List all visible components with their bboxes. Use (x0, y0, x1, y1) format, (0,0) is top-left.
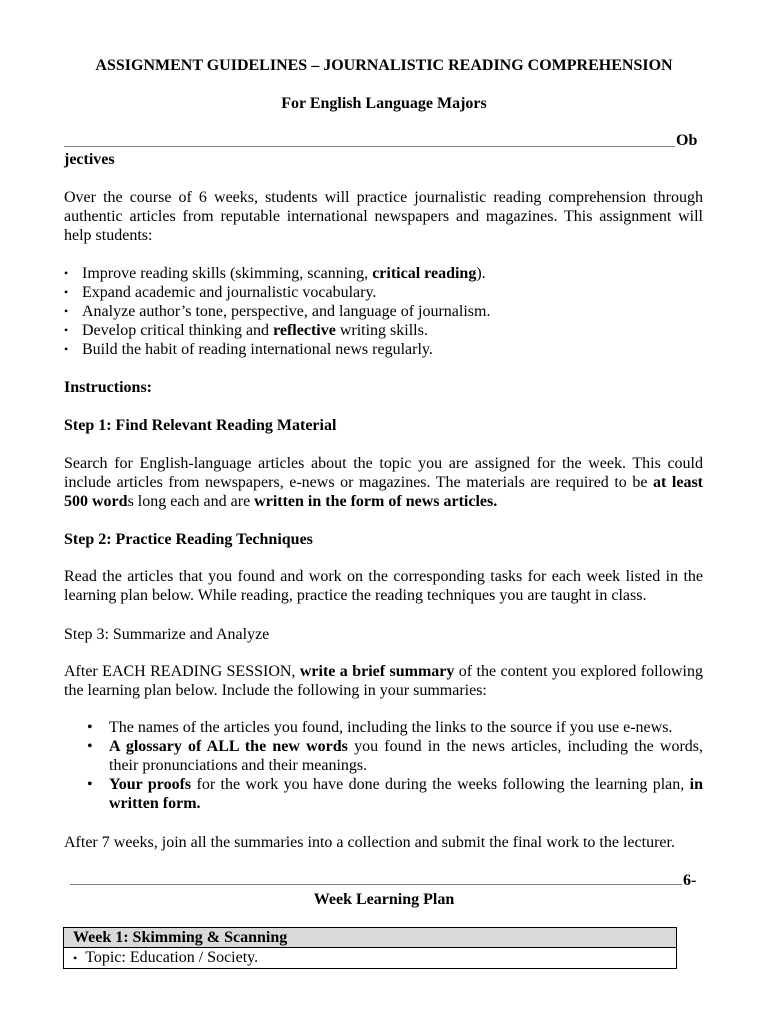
bullet-icon: • (73, 951, 78, 965)
step3-text: After EACH READING SESSION, write a brief summary of the content you explored following the learning plan below. Include the following in your summaries: (64, 663, 703, 699)
bullet-icon: • (87, 776, 93, 793)
week1-topic-cell (64, 948, 677, 969)
table-row (64, 928, 677, 948)
bullet-icon: • (64, 266, 69, 280)
bullet-icon: • (64, 285, 69, 299)
list-item: • Your proofs for the work you have done during the weeks following the learning plan, in written form. (87, 776, 703, 812)
bullet-icon: • (64, 342, 69, 356)
bullet-icon: • (64, 323, 69, 337)
list-item: • A glossary of ALL the new words you found in the news articles, including the words, their pronunciations and their meanings. (87, 738, 704, 774)
list-item: • Develop critical thinking and reflective writing skills. (64, 322, 428, 339)
document-subtitle: For English Language Majors (281, 95, 487, 112)
plan-heading-part1: 6- (683, 872, 697, 889)
objectives-intro: Over the course of 6 weeks, students will practice journalistic reading comprehension through authentic articles from reputable international newspapers and magazines. This assignment will help students: (64, 189, 703, 244)
bullet-icon: • (87, 719, 93, 736)
objectives-rule (64, 146, 675, 147)
list-item: • Expand academic and journalistic vocabulary. (64, 284, 377, 301)
week1-header: Week 1: Skimming & Scanning (64, 928, 677, 948)
summary-requirements-list (64, 718, 703, 813)
week1-topic: Topic: Education / Society. (85, 949, 259, 966)
learning-plan-table (63, 927, 677, 969)
list-item: • Analyze author’s tone, perspective, and language of journalism. (64, 303, 491, 320)
objectives-heading-part1: Ob (676, 132, 698, 149)
list-item: • The names of the articles you found, including the links to the source if you use e-news. (87, 719, 673, 736)
step1-heading: Step 1: Find Relevant Reading Material (64, 417, 337, 434)
table-row (64, 948, 677, 969)
plan-heading-part2: Week Learning Plan (313, 891, 455, 908)
step2-text: Read the articles that you found and work on the corresponding tasks for each week listed in the learning plan below. While reading, practice the reading techniques you are taught in class. (64, 568, 703, 604)
objectives-heading-part2: jectives (64, 151, 115, 168)
bullet-icon: • (87, 738, 93, 755)
instructions-heading: Instructions: (64, 379, 153, 396)
list-item: • Improve reading skills (skimming, scanning, critical reading). (64, 265, 486, 282)
list-item: • Build the habit of reading international news regularly. (64, 341, 433, 358)
closing-text: After 7 weeks, join all the summaries into a collection and submit the final work to the lecturer. (64, 834, 675, 851)
step3-heading: Step 3: Summarize and Analyze (64, 626, 270, 643)
step2-heading: Step 2: Practice Reading Techniques (64, 531, 313, 548)
bullet-icon: • (64, 304, 69, 318)
document-title: ASSIGNMENT GUIDELINES – JOURNALISTIC READING COMPREHENSION (95, 57, 673, 74)
step1-text: Search for English-language articles about the topic you are assigned for the week. This could include articles from newspapers, e-news or magazines. The materials are required to be at least 500 words long each and are written in the form of news articles. (64, 455, 703, 510)
plan-rule (70, 884, 682, 885)
objectives-list (64, 264, 703, 359)
